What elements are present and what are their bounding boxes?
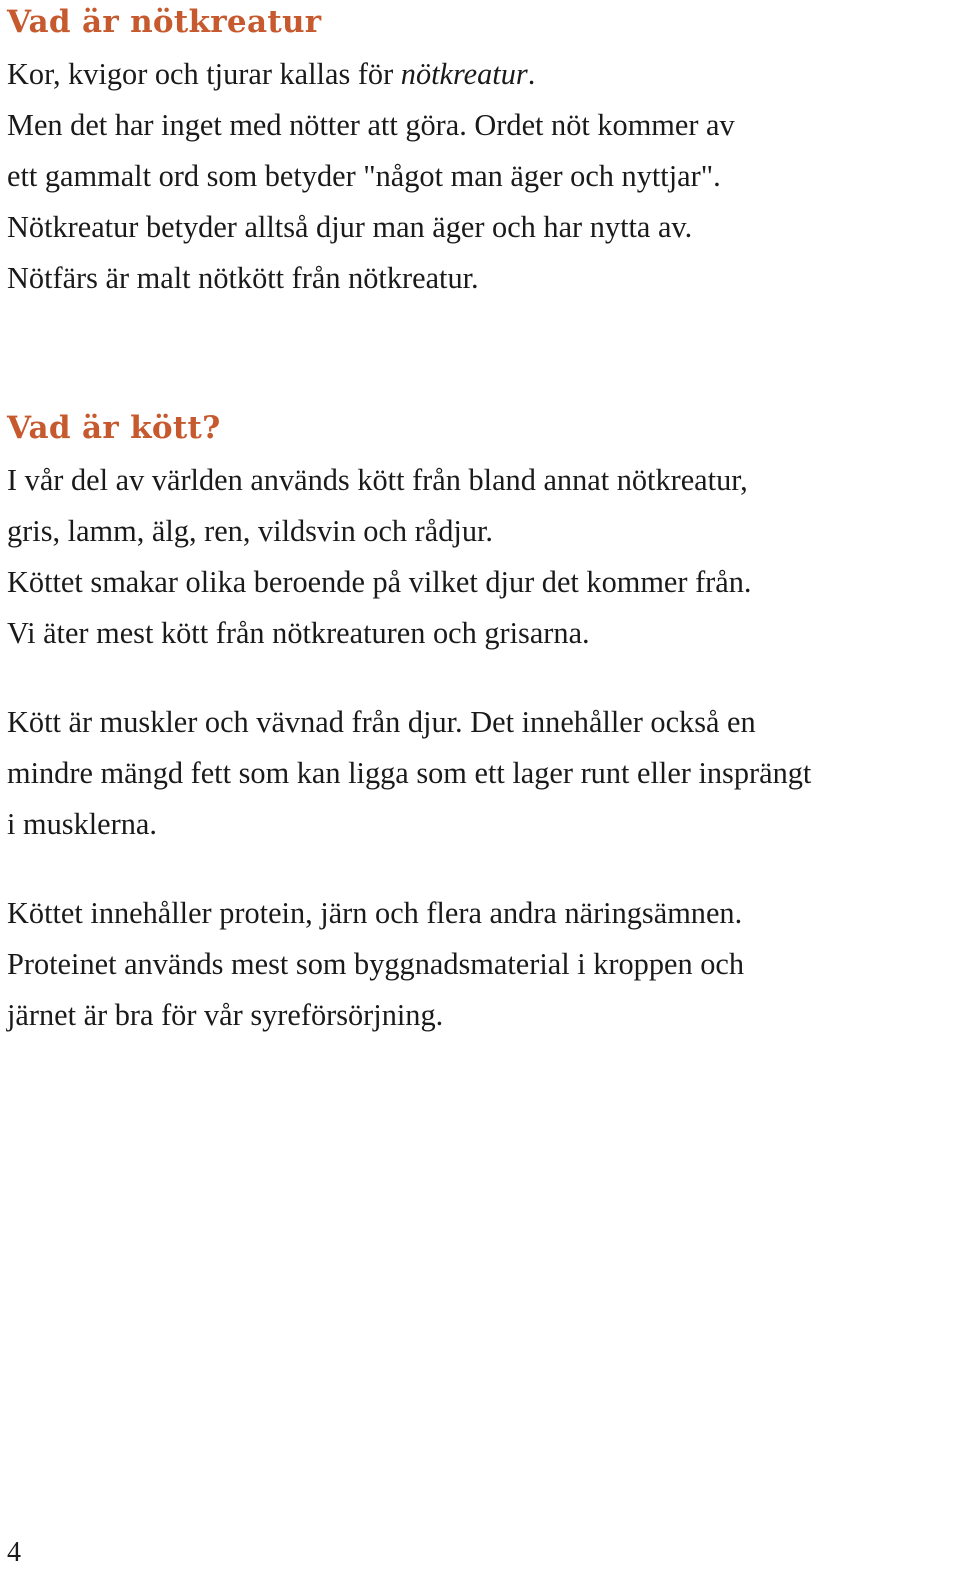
lead-emphasis: nötkreatur <box>400 57 528 91</box>
body-line: i musklerna. <box>7 807 157 841</box>
section-paragraph-2 <box>7 697 957 850</box>
body-line: Kött är muskler och vävnad från djur. Det innehåller också en <box>7 705 756 739</box>
section-body-notkreatur <box>7 49 957 304</box>
body-line: järnet är bra för vår syreförsörjning. <box>7 998 444 1032</box>
body-line: Köttet innehåller protein, järn och flera andra näringsämnen. <box>7 896 743 930</box>
body-line <box>7 49 957 100</box>
body-line: Köttet smakar olika beroende på vilket djur det kommer från. <box>7 565 752 599</box>
lead-text: Kor, kvigor och tjurar kallas för <box>7 57 401 91</box>
section-heading-kott: Vad är kött? <box>7 410 221 446</box>
section-paragraph-3 <box>7 888 957 1041</box>
body-line: ett gammalt ord som betyder "något man äger och nyttjar". <box>7 159 721 193</box>
body-line: Proteinet används mest som byggnadsmaterial i kroppen och <box>7 947 744 981</box>
body-line: Men det har inget med nötter att göra. Ordet nöt kommer av <box>7 108 735 142</box>
body-line: Nötfärs är malt nötkött från nötkreatur. <box>7 261 479 295</box>
body-line: Vi äter mest kött från nötkreaturen och grisarna. <box>7 616 590 650</box>
lead-period: . <box>527 57 536 91</box>
section-heading-notkreatur: Vad är nötkreatur <box>7 4 322 40</box>
body-line: I vår del av världen används kött från bland annat nötkreatur, <box>7 463 748 497</box>
page-number: 4 <box>7 1537 21 1568</box>
body-line: Nötkreatur betyder alltså djur man äger och har nytta av. <box>7 210 693 244</box>
body-line: mindre mängd fett som kan ligga som ett lager runt eller insprängt <box>7 756 812 790</box>
body-line: gris, lamm, älg, ren, vildsvin och rådjur. <box>7 514 494 548</box>
section-paragraph-1 <box>7 455 957 659</box>
